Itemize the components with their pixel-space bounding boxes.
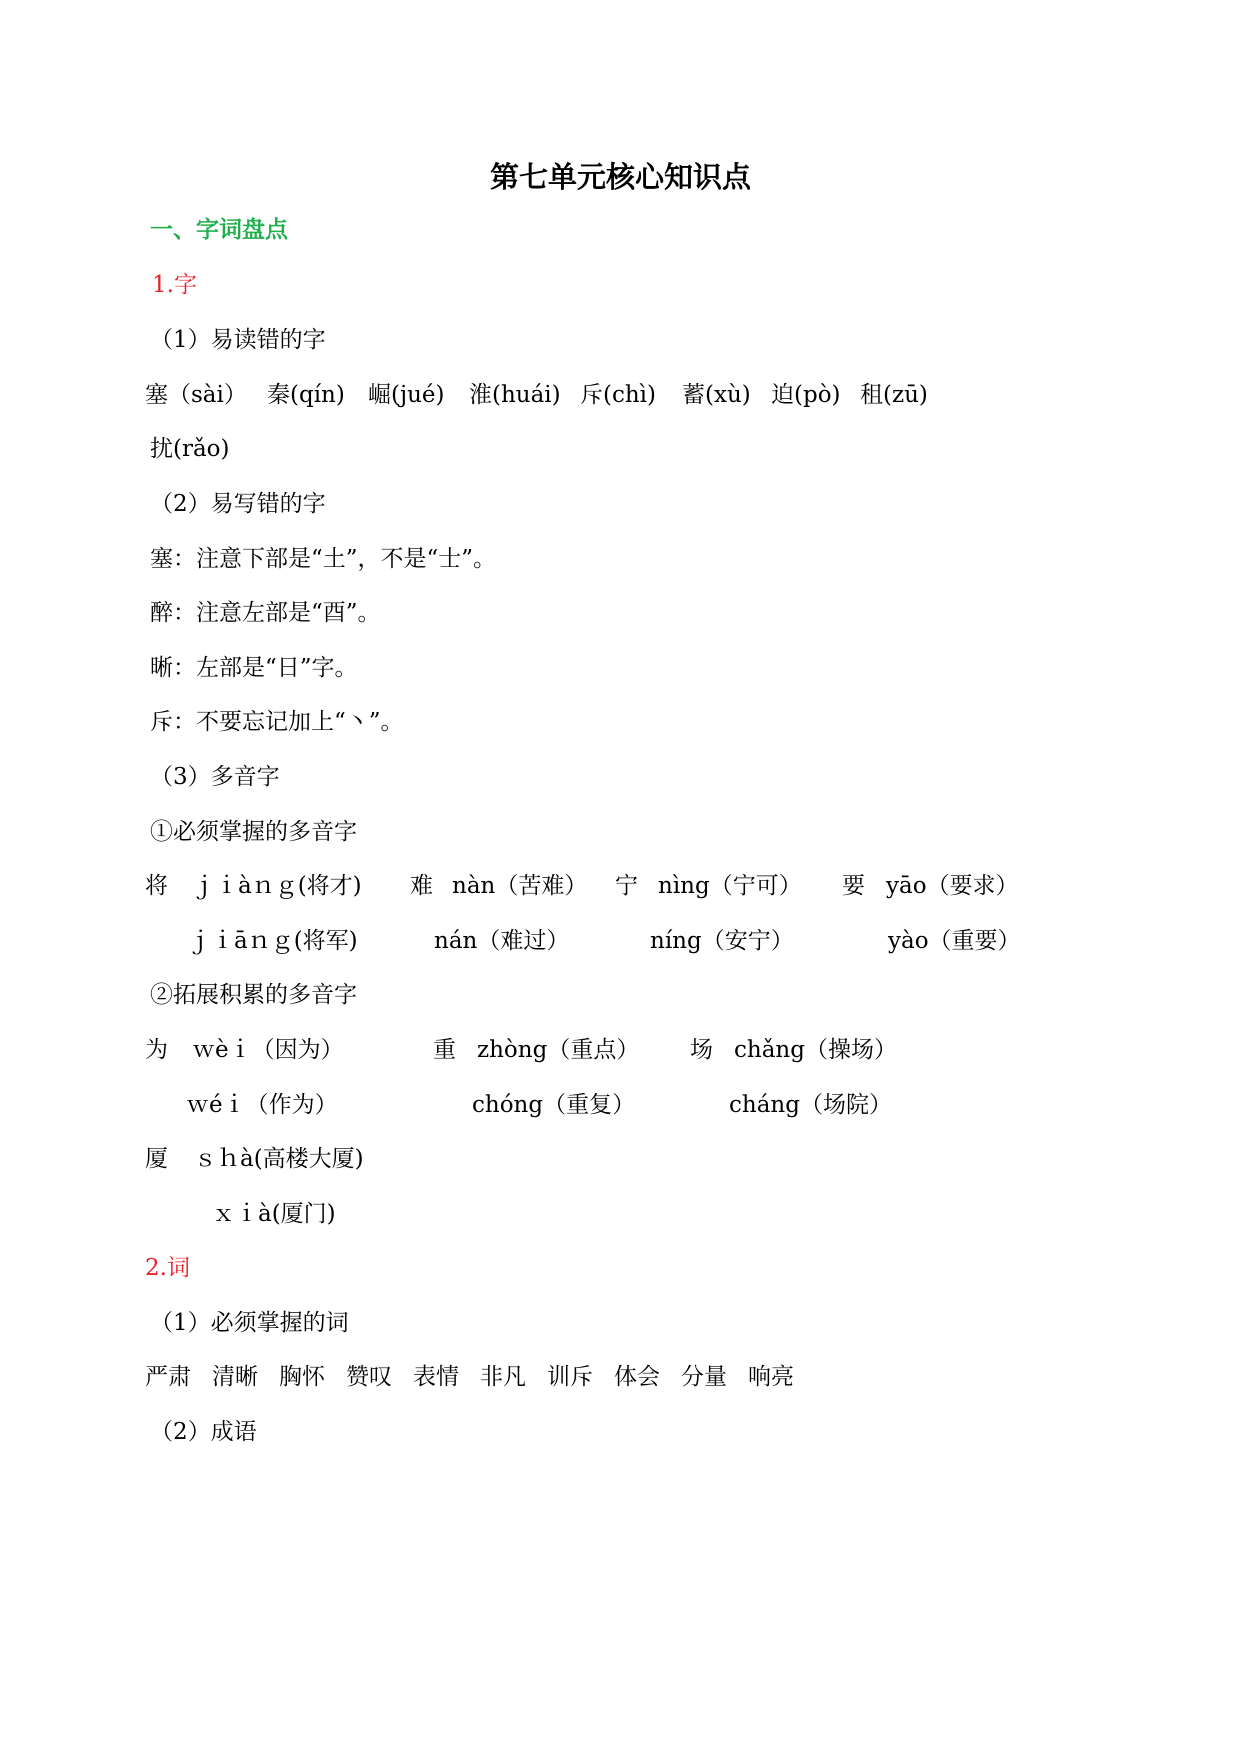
polyphonic-reading: nàn（苦难） [452,873,588,899]
polyphonic-char: 要 [842,873,865,899]
polyphonic-reading: ｓｈà(高楼大厦) [194,1146,364,1172]
polyphonic-reading: cháng（场院） [729,1092,892,1118]
polyphonic-char: 场 [690,1037,713,1063]
misread-item: 迫(pò) [771,382,841,408]
subheading-characters: 1.字 [152,272,197,298]
polyphonic-char: 宁 [615,873,638,899]
miswrite-note: 醉：注意左部是“酉”。 [150,600,381,626]
vocab-word: 训斥 [547,1364,593,1390]
polyphonic-reading: nán（难过） [434,928,570,954]
vocab-word: 清晰 [212,1364,258,1390]
section-heading-words: 一、字词盘点 [150,217,288,243]
miswrite-note: 晰：左部是“日”字。 [150,655,358,681]
polyphonic-char: 重 [433,1037,456,1063]
polyphonic-reading: chǎng（操场） [734,1037,897,1063]
polyphonic-reading: nìng（宁可） [658,873,802,899]
misread-item: 蓄(xù) [682,382,751,408]
polyphonic-reading: ｊｉāｎｇ(将军) [188,928,358,954]
polyphonic-reading: ｗèｉ（因为） [192,1037,344,1063]
subheading-polyphonic: （3）多音字 [150,764,280,790]
polyphonic-extend-title: ②拓展积累的多音字 [150,982,357,1008]
polyphonic-reading: chóng（重复） [472,1092,636,1118]
polyphonic-reading: ｗéｉ（作为） [186,1092,338,1118]
misread-item: 扰(rǎo) [150,436,230,462]
subheading-misread: （1）易读错的字 [150,327,326,353]
page-title: 第七单元核心知识点 [489,160,751,194]
misread-item: 秦(qín) [267,382,345,408]
polyphonic-char: 将 [145,873,168,899]
polyphonic-reading: zhòng（重点） [477,1037,640,1063]
polyphonic-reading: yāo（要求） [886,873,1019,899]
vocab-word: 赞叹 [346,1364,392,1390]
polyphonic-char: 为 [145,1037,168,1063]
polyphonic-reading: ｊｉàｎｇ(将才) [192,873,362,899]
vocab-word: 胸怀 [279,1364,325,1390]
subheading-miswrite: （2）易写错的字 [150,491,326,517]
misread-item: 崛(jué) [368,382,445,408]
vocab-word: 分量 [681,1364,727,1390]
subheading-idioms: （2）成语 [150,1419,257,1445]
vocab-word: 非凡 [480,1364,526,1390]
polyphonic-char: 难 [410,873,433,899]
polyphonic-must-title: ①必须掌握的多音字 [150,819,357,845]
vocab-word: 严肃 [145,1364,191,1390]
vocab-word: 体会 [614,1364,660,1390]
polyphonic-reading: yào（重要） [888,928,1021,954]
misread-item: 塞（sài） [145,382,247,408]
polyphonic-char: 厦 [145,1146,168,1172]
vocab-word: 响亮 [748,1364,794,1390]
miswrite-note: 斥：不要忘记加上“丶”。 [150,709,404,735]
subheading-words: 2.词 [145,1255,190,1281]
misread-item: 淮(huái) [469,382,561,408]
polyphonic-reading: ｘｉà(厦门) [212,1201,336,1227]
misread-item: 租(zū) [860,382,928,408]
subheading-must-words: （1）必须掌握的词 [150,1310,349,1336]
miswrite-note: 塞：注意下部是“土”，不是“士”。 [150,546,497,572]
polyphonic-reading: níng（安宁） [650,928,794,954]
vocab-word: 表情 [413,1364,459,1390]
misread-item: 斥(chì) [580,382,656,408]
